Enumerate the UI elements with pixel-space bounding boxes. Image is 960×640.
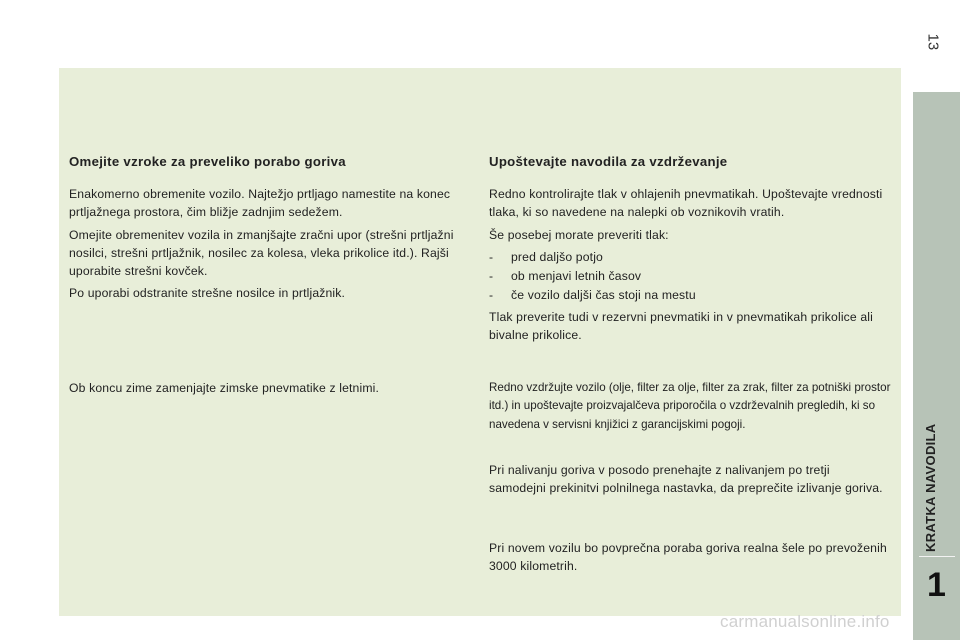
page-number: 13 xyxy=(924,33,942,51)
left-column xyxy=(69,154,474,307)
paragraph-spare-tyre: Tlak preverite tudi v rezervni pnevmatiki in v pnevmatikah prikolice ali bivalne prikolice. xyxy=(489,309,874,343)
list-item-text: če vozilo daljši čas stoji na mestu xyxy=(511,288,696,303)
chapter-number: 1 xyxy=(927,566,946,604)
paragraph-tyre-pressure: Redno kontrolirajte tlak v ohlajenih pnevmatikah. Upoštevajte vrednosti tlaka, ki so navedene na nalepki ob voznikovih vratih. xyxy=(489,187,883,220)
refuel-note: Pri nalivanju goriva v posodo prenehajte z nalivanjem po tretji samodejni prekinitvi polnilnega nastavka, da preprečite izlivanje goriva. xyxy=(489,463,883,496)
paragraph-load-distribution: Enakomerno obremenite vozilo. Najtežjo prtljago namestite na konec prtljažnega prostora, čim bližje zadnjim sedežem. xyxy=(69,187,451,220)
winter-tyres-note: Ob koncu zime zamenjajte zimske pnevmatike z letnimi. xyxy=(69,381,380,395)
watermark: carmanualsonline.info xyxy=(720,612,890,631)
new-car-note: Pri novem vozilu bo povprečna poraba goriva realna šele po prevoženih 3000 kilometrih. xyxy=(489,541,887,574)
right-column xyxy=(489,154,894,348)
side-tab-divider xyxy=(919,556,955,557)
maintenance-heading: Upoštevajte navodila za vzdrževanje xyxy=(489,154,728,169)
paragraph-check-when: Še posebej morate preveriti tlak: xyxy=(489,227,669,242)
fuel-consumption-heading: Omejite vzroke za preveliko porabo goriva xyxy=(69,154,346,169)
paragraph-remove-racks: Po uporabi odstranite strešne nosilce in prtljažnik. xyxy=(69,286,346,301)
chapter-title: KRATKA NAVODILA xyxy=(923,423,938,552)
list-item-text: pred daljšo potjo xyxy=(511,249,603,264)
list-item: - če vozilo daljši čas stoji na mestu xyxy=(489,286,894,304)
list-item: - pred daljšo potjo xyxy=(489,248,894,266)
maintenance-note: Redno vzdržujte vozilo (olje, filter za olje, filter za zrak, filter za potniški prostor itd.) in upoštevajte proizvajalčeva priporočila o vzdrževalnih pregledih, ki so navedena v servisni knjižici z garancijskimi pogoji. xyxy=(489,381,891,431)
paragraph-air-resistance: Omejite obremenitev vozila in zmanjšajte zračni upor (strešni prtljažni nosilci, strešni prtljažnik, nosilec za kolesa, vleka prikolice itd.). Rajši uporabite strešni kovček. xyxy=(69,227,454,279)
list-item-text: ob menjavi letnih časov xyxy=(511,269,642,284)
list-item: - ob menjavi letnih časov xyxy=(489,267,894,285)
chapter-side-tab xyxy=(913,92,960,640)
content-panel xyxy=(59,68,901,616)
